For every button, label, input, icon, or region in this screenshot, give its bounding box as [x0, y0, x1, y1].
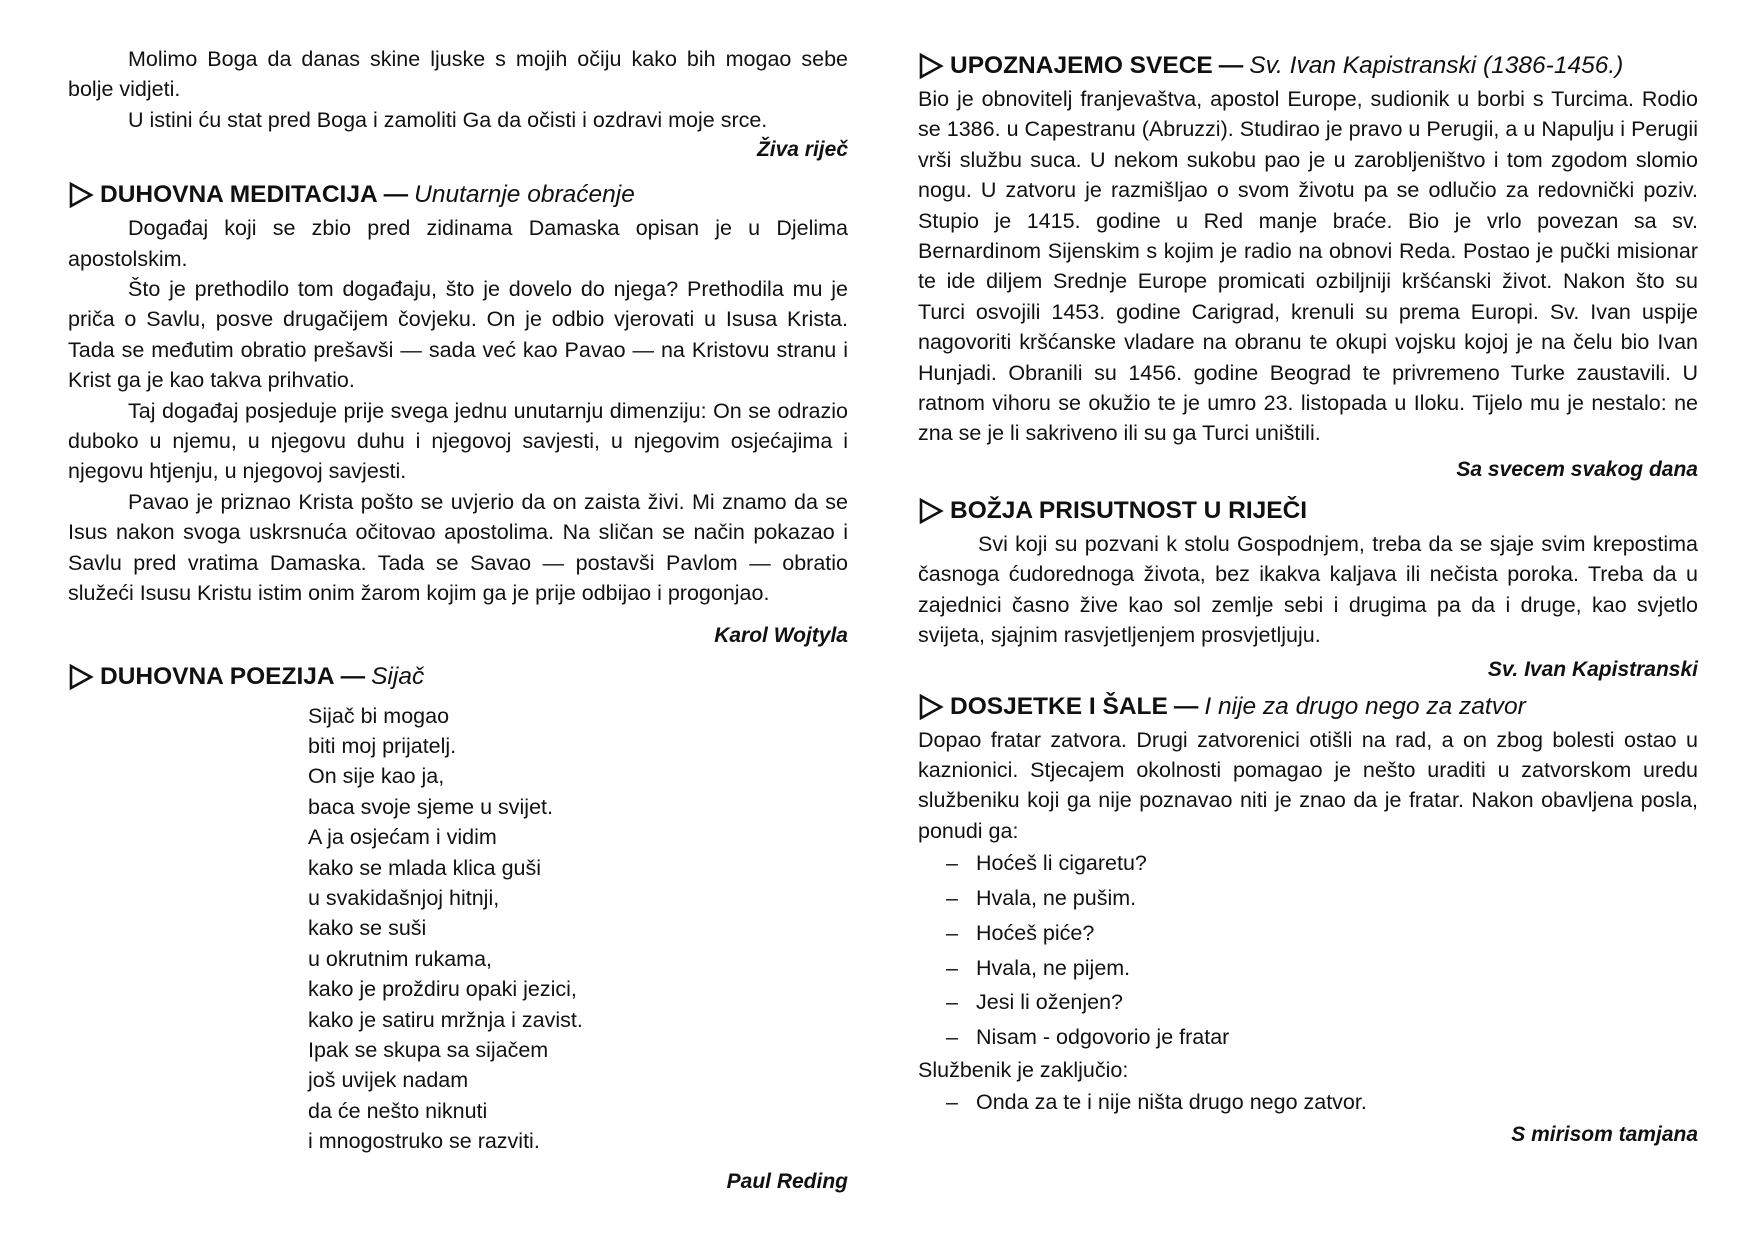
- dialog-list: [918, 846, 1698, 1055]
- section-title: DOSJETKE I ŠALE: [950, 692, 1168, 720]
- saints-section: [918, 50, 1698, 485]
- jokes-section: [918, 691, 1698, 1151]
- poetry-attribution: Paul Reding: [726, 1169, 848, 1193]
- title-dash: —: [1218, 52, 1244, 79]
- section-title: UPOZNAJEMO SVECE: [950, 52, 1213, 79]
- poem-line: A ja osjećam i vidim: [308, 825, 497, 850]
- meditation-attribution: Karol Wojtyla: [714, 623, 848, 647]
- poem-line: još uvijek nadam: [308, 1068, 469, 1093]
- list-item: [918, 1085, 1698, 1120]
- meditation-paragraph: Pavao je priznao Krista pošto se uvjerio da on zaista živi. Mi znamo da se Isus nakon svoga uskrsnuća očitovao apostolima. Na sličan se način pokazao i Savlu pred vratima Damaska. Tada se Savao — postavši Pavlom — obratio služeći Isusu Kristu istim onim žarom kojim ga je prije odbijao i progonjao.: [68, 489, 848, 606]
- poem-line: On sije kao ja,: [308, 764, 445, 789]
- dialog-line: Hoćeš piće?: [976, 920, 1095, 945]
- section-subtitle: Sv. Ivan Kapistranski (1386-1456.): [1249, 52, 1624, 79]
- poetry-section: [68, 661, 848, 1197]
- saints-heading: [918, 50, 1698, 82]
- dialog-line: Hvala, ne pijem.: [976, 955, 1131, 980]
- poem-line: Ipak se skupa sa sijačem: [308, 1037, 549, 1062]
- poem-line: kako je satiru mržnja i zavist.: [308, 1007, 583, 1032]
- dash-marker: –: [946, 955, 958, 980]
- intro-paragraph: U istini ću stat pred Boga i zamoliti Ga da očisti i ozdravi moje srce.: [128, 107, 768, 132]
- saints-attribution: Sa svecem svakog dana: [1456, 457, 1698, 481]
- section-subtitle: Unutarnje obraćenje: [414, 181, 635, 209]
- jokes-paragraph: Dopao fratar zatvora. Drugi zatvorenici otišli na rad, a on zbog bolesti ostao u kaznionici. Stjecajem okolnosti pomagao je nešto uraditi u zatvorskom uredu službeniku koji ga nije poznavao niti je znao da je fratar. Nakon obavljena posla, ponudi ga:: [918, 727, 1698, 843]
- poem: [308, 701, 848, 1157]
- right-column: [918, 44, 1698, 1150]
- title-dash: —: [383, 181, 409, 209]
- meditation-paragraph: Događaj koji se zbio pred zidinama Damaska opisan je u Djelima apostolskim.: [68, 216, 848, 271]
- triangle-bullet-icon: [68, 663, 94, 691]
- list-item: [918, 951, 1698, 986]
- poem-line: kako se mlada klica guši: [308, 855, 542, 880]
- section-subtitle: I nije za drugo nego za zatvor: [1204, 692, 1526, 720]
- dash-marker: –: [946, 1090, 958, 1115]
- jokes-heading: [918, 691, 1698, 723]
- section-title: DUHOVNA MEDITACIJA: [100, 181, 378, 209]
- dialog-line: Hoćeš li cigaretu?: [976, 851, 1147, 876]
- triangle-bullet-icon: [68, 181, 94, 209]
- dash-marker: –: [946, 851, 958, 876]
- title-dash: —: [340, 662, 366, 690]
- dash-marker: –: [946, 920, 958, 945]
- dialog-list: [918, 1085, 1698, 1120]
- section-title: BOŽJA PRISUTNOST U RIJEČI: [950, 496, 1308, 524]
- intro-block: [68, 44, 848, 165]
- dash-marker: –: [946, 1025, 958, 1050]
- triangle-bullet-icon: [918, 693, 944, 721]
- title-dash: —: [1173, 692, 1199, 720]
- poem-line: baca svoje sjeme u svijet.: [308, 794, 553, 819]
- dialog-line: Jesi li oženjen?: [976, 990, 1124, 1015]
- poem-line: u svakidašnjoj hitnji,: [308, 885, 500, 910]
- jokes-attribution: S mirisom tamjana: [1511, 1123, 1698, 1147]
- meditation-paragraph: Što je prethodilo tom događaju, što je dovelo do njega? Prethodila mu je priča o Savlu, posve drugačijem čovjeku. On je odbio vjerovati u Isusa Krista. Tada se međutim obratio prešavši — sada već kao Pavao — na Kristovu stranu i Krist ga je kao takva prihvatio.: [68, 277, 848, 393]
- section-subtitle: Sijač: [371, 662, 425, 690]
- meditation-section: [68, 179, 848, 650]
- list-item: [918, 846, 1698, 881]
- dash-marker: –: [946, 885, 958, 910]
- triangle-bullet-icon: [918, 52, 944, 80]
- meditation-paragraph: Taj događaj posjeduje prije svega jednu unutarnju dimenziju: On se odrazio duboko u njemu, u njegovu duhu i njegovoj savjesti, u njegovim osjećajima i njegovu htjenju, u njegovoj savjesti.: [68, 398, 848, 484]
- poem-line: i mnogostruko se razviti.: [308, 1129, 540, 1154]
- poetry-heading: [68, 661, 848, 693]
- presence-paragraph: Svi koji su pozvani k stolu Gospodnjem, treba da se sjaje svim krepostima časnoga ćudorednoga života, bez ikakva kaljava ili nečista poroka. Treba da u zajednici časno žive kao sol zemlje sebi i drugima pa da i druge, kao svjetlo svijeta, sjajnim rasvjetljenjem prosvjetljuju.: [918, 531, 1698, 648]
- presence-section: [918, 495, 1698, 685]
- poem-line: kako je proždiru opaki jezici,: [308, 977, 577, 1002]
- dialog-line: Onda za te i nije ništa drugo nego zatvor.: [976, 1090, 1367, 1115]
- intro-attribution: Živa riječ: [756, 138, 848, 162]
- presence-heading: [918, 495, 1698, 527]
- list-item: [918, 881, 1698, 916]
- jokes-conclusion: Službenik je zaključio:: [918, 1057, 1129, 1082]
- list-item: [918, 985, 1698, 1020]
- list-item: [918, 1020, 1698, 1055]
- poem-line: kako se suši: [308, 916, 427, 941]
- intro-paragraph: Molimo Boga da danas skine ljuske s mojih očiju kako bih mogao sebe bolje vidjeti.: [68, 47, 848, 102]
- poem-line: u okrutnim rukama,: [308, 946, 493, 971]
- saints-paragraph: Bio je obnovitelj franjevaštva, apostol Europe, sudionik u borbi s Turcima. Rodio se 1386. u Capestranu (Abruzzi). Studirao je pravo u Perugii, a u Napulju i Perugii vrši službu suca. U nekom sukobu pao je u zarobljeništvo i tom zgodom slomio nogu. U zatvoru je razmišljao o svom životu pa se odlučio za redovnički poziv. Stupio je 1415. godine u Red manje braće. Bio je vrlo povezan sa sv. Bernardinom Sijenskim s kojim je radio na obnovi Reda. Postao je pučki misionar te ide diljem Srednje Europe promicati ozbiljniji kršćanski život. Nakon što su Turci osvojili 1453. godine Carigrad, krenuli su prema Europi. Sv. Ivan uspije nagovoriti kršćanske vladare na obranu te okupi vojsku kojoj je na čelu bio Ivan Hunjadi. Obranili su 1456. godine Beograd te privremeno Turke zaustavili. U ratnom vihoru se okužio te je umro 23. listopada u Iloku. Tijelo mu je nestalo: ne zna se je li sakriveno ili su ga Turci uništili.: [918, 87, 1698, 446]
- dash-marker: –: [946, 990, 958, 1015]
- left-column: [68, 44, 848, 1197]
- poem-line: da će nešto niknuti: [308, 1098, 488, 1123]
- triangle-bullet-icon: [918, 497, 944, 525]
- list-item: [918, 916, 1698, 951]
- dialog-line: Nisam - odgovorio je fratar: [976, 1025, 1230, 1050]
- meditation-heading: [68, 179, 848, 211]
- presence-attribution: Sv. Ivan Kapistranski: [1487, 657, 1698, 681]
- dialog-line: Hvala, ne pušim.: [976, 885, 1137, 910]
- poem-line: Sijač bi mogao: [308, 703, 450, 728]
- section-title: DUHOVNA POEZIJA: [100, 662, 335, 690]
- poem-line: biti moj prijatelj.: [308, 733, 457, 758]
